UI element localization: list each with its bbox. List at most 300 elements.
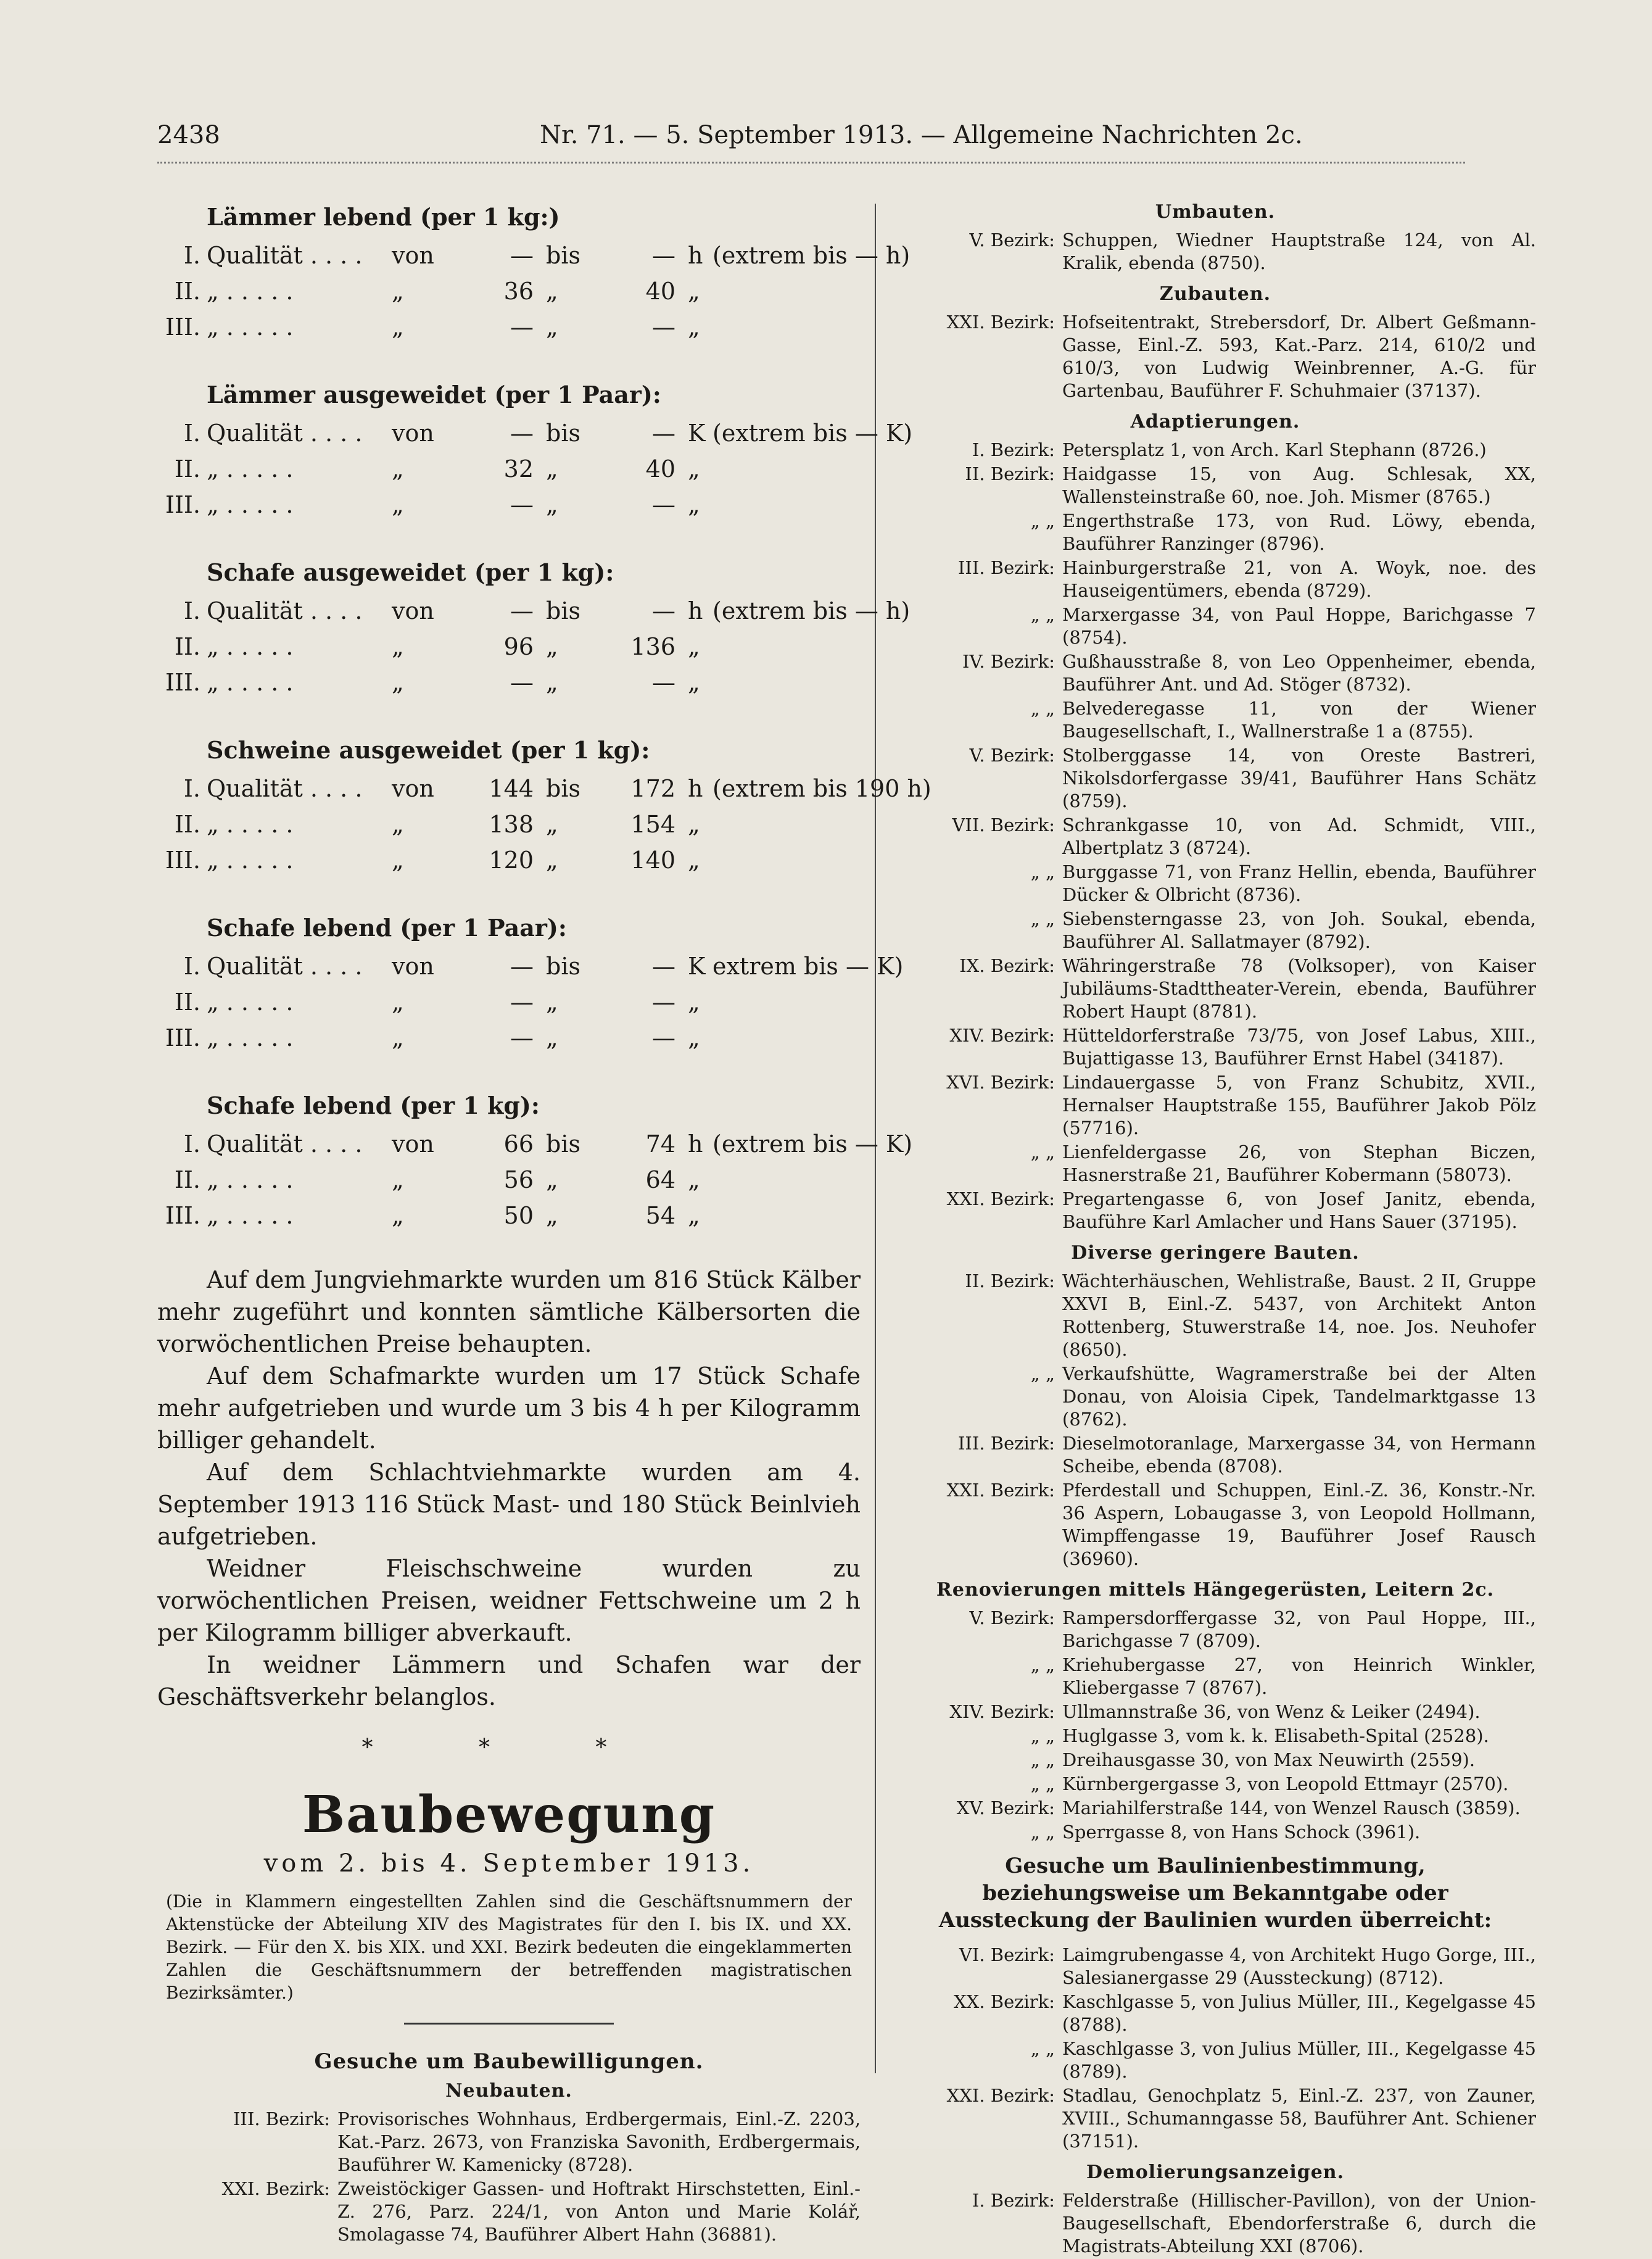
- district-label: „ „: [1030, 510, 1055, 531]
- quality-label: Qualität . . . .: [207, 1130, 363, 1158]
- permit-entry: [894, 1141, 1536, 1187]
- price-unit: „: [688, 633, 700, 660]
- entry-text: Sperrgasse 8, von Hans Schock (3961).: [1062, 1822, 1421, 1842]
- price-row: [157, 415, 913, 450]
- to-word: „: [546, 278, 558, 305]
- price-high: 54: [645, 1202, 675, 1229]
- adaptierungen-list: [894, 439, 1536, 1233]
- price-low: 32: [503, 455, 534, 483]
- price-unit: K: [688, 953, 706, 980]
- entry-text: Mariahilferstraße 144, von Wenzel Rausch (3859).: [1062, 1797, 1521, 1818]
- quality-class: III.: [165, 1202, 200, 1229]
- district-label: „ „: [1030, 1822, 1055, 1842]
- permit-entry: [894, 1944, 1536, 1989]
- from-word: „: [392, 811, 404, 838]
- entry-text: Haidgasse 15, von Aug. Schlesak, XX, Wallensteinstraße 60, noe. Joh. Mismer (8765.): [1062, 463, 1536, 507]
- price-block-heading: Schafe lebend (per 1 Paar):: [207, 914, 567, 942]
- quality-label: Qualität . . . .: [207, 775, 363, 802]
- district-label: XX. Bezirk:: [954, 1991, 1055, 2012]
- price-high: —: [652, 491, 675, 518]
- from-word: „: [392, 278, 404, 305]
- quality-label: „ . . . . .: [207, 811, 294, 838]
- entry-text: Kaschlgasse 3, von Julius Müller, III., Kegelgasse 45 (8789).: [1062, 2038, 1536, 2082]
- permit-entry: [894, 463, 1536, 508]
- entry-text: Provisorisches Wohnhaus, Erdbergermais, Einl.-Z. 2203, Kat.-Parz. 2673, von Franziska Savonith, Erdbergermais, Bauführer W. Kamenicky (8728).: [337, 2108, 861, 2175]
- gesuche-heading: Gesuche um Baubewilligungen.: [314, 2049, 704, 2074]
- district-label: „ „: [1030, 1654, 1055, 1675]
- permit-entry: [894, 603, 1536, 649]
- price-unit: h: [688, 775, 703, 802]
- extreme-price: (extrem bis — h): [712, 597, 911, 624]
- header-rule: [157, 162, 1465, 164]
- permit-entry: [894, 229, 1536, 275]
- price-high: —: [652, 1024, 675, 1051]
- entry-text: Burggasse 71, von Franz Hellin, ebenda, Bauführer Dücker & Olbricht (8736).: [1062, 861, 1536, 905]
- district-label: II. Bezirk:: [965, 1270, 1055, 1291]
- from-word: „: [392, 491, 404, 518]
- entry-text: Belvederegasse 11, von der Wiener Baugesellschaft, I., Wallnerstraße 1 a (8755).: [1062, 698, 1536, 742]
- report-paragraph: In weidner Lämmern und Schafen war der Geschäftsverkehr belanglos.: [157, 1651, 861, 1710]
- left-column: [157, 197, 931, 2247]
- extreme-price: (extrem bis 190 h): [712, 775, 931, 802]
- demolierung-list: [894, 2189, 1536, 2258]
- quality-label: „ . . . . .: [207, 491, 294, 518]
- price-unit: „: [688, 278, 700, 305]
- renovierungen-list: [894, 1607, 1536, 1844]
- price-low: 36: [503, 278, 534, 305]
- quality-label: Qualität . . . .: [207, 597, 363, 624]
- from-word: von: [392, 597, 434, 624]
- quality-class: III.: [165, 669, 200, 696]
- to-word: „: [546, 313, 558, 341]
- quality-class: I.: [183, 953, 200, 980]
- to-word: „: [546, 1166, 558, 1193]
- district-label: XIV. Bezirk:: [949, 1025, 1055, 1046]
- permit-entry: [894, 2084, 1536, 2153]
- to-word: bis: [546, 953, 580, 980]
- page-number: 2438: [157, 121, 220, 149]
- district-label: „ „: [1030, 698, 1055, 719]
- quality-class: III.: [165, 313, 200, 341]
- price-row: [157, 1125, 913, 1161]
- price-low: 50: [503, 1202, 534, 1229]
- from-word: „: [392, 1166, 404, 1193]
- entry-text: Gußhausstraße 8, von Leo Oppenheimer, ebenda, Bauführer Ant. und Ad. Stöger (8732).: [1062, 651, 1536, 695]
- from-word: „: [392, 989, 404, 1016]
- to-word: „: [546, 989, 558, 1016]
- extreme-price: (extrem bis — K): [712, 420, 913, 447]
- price-row: [157, 592, 911, 628]
- price-unit: „: [688, 669, 700, 696]
- price-low: —: [510, 1024, 534, 1051]
- quality-class: III.: [165, 491, 200, 518]
- permit-entry: [894, 311, 1536, 402]
- quality-label: „ . . . . .: [207, 1024, 294, 1051]
- district-label: IX. Bezirk:: [959, 955, 1055, 976]
- price-block-heading: Schafe ausgeweidet (per 1 kg):: [207, 558, 614, 586]
- district-label: XXI. Bezirk:: [946, 312, 1055, 333]
- entry-text: Ullmannstraße 36, von Wenz & Leiker (2494).: [1062, 1701, 1481, 1722]
- district-label: XXI. Bezirk:: [946, 1480, 1055, 1501]
- entry-text: Hütteldorferstraße 73/75, von Josef Labus, XIII., Bujattigasse 13, Bauführer Ernst Habel (34187).: [1062, 1025, 1536, 1069]
- quality-class: III.: [165, 1024, 200, 1051]
- market-price-blocks: [157, 197, 931, 1233]
- to-word: bis: [546, 420, 580, 447]
- price-unit: „: [688, 455, 700, 483]
- to-word: bis: [546, 1130, 580, 1158]
- price-low: —: [510, 420, 534, 447]
- diverse-heading: Diverse geringere Bauten.: [1071, 1242, 1360, 1264]
- district-label: V. Bezirk:: [969, 745, 1055, 766]
- permit-entry: [894, 1797, 1536, 1820]
- price-unit: K: [688, 420, 706, 447]
- permit-entry: [894, 697, 1536, 743]
- from-word: „: [392, 455, 404, 483]
- entry-text: Schuppen, Wiedner Hauptstraße 124, von Al. Kralik, ebenda (8750).: [1062, 230, 1536, 273]
- price-row: [157, 842, 861, 877]
- permit-entry: [894, 1749, 1536, 1772]
- extreme-price: (extrem bis — K): [712, 1130, 913, 1158]
- price-unit: „: [688, 491, 700, 518]
- price-low: 120: [489, 847, 534, 874]
- quality-label: Qualität . . . .: [207, 420, 363, 447]
- price-low: —: [510, 491, 534, 518]
- quality-class: II.: [174, 633, 200, 660]
- entry-text: Marxergasse 34, von Paul Hoppe, Barichgasse 7 (8754).: [1062, 604, 1536, 648]
- price-low: 144: [489, 775, 534, 802]
- from-word: von: [392, 242, 434, 269]
- to-word: „: [546, 1202, 558, 1229]
- demolierung-heading: Demolierungsanzeigen.: [1086, 2162, 1345, 2183]
- permit-entry: [894, 2037, 1536, 2083]
- district-label: V. Bezirk:: [969, 1607, 1055, 1628]
- to-word: „: [546, 455, 558, 483]
- quality-class: II.: [174, 278, 200, 305]
- district-label: XIV. Bezirk:: [949, 1701, 1055, 1722]
- to-word: bis: [546, 242, 580, 269]
- entry-text: Hainburgerstraße 21, von A. Woyk, noe. des Hauseigentümers, ebenda (8729).: [1062, 557, 1536, 601]
- price-block: [157, 197, 911, 344]
- quality-label: „ . . . . .: [207, 1202, 294, 1229]
- entry-text: Verkaufshütte, Wagramerstraße bei der Alten Donau, von Aloisia Cipek, Tandelmarktgasse 13 (8762).: [1062, 1363, 1536, 1430]
- permit-entry: [894, 1188, 1536, 1233]
- permit-entry: [894, 1725, 1536, 1747]
- price-row: [157, 237, 911, 273]
- price-high: —: [652, 313, 675, 341]
- section-explanatory-note: (Die in Klammern eingestellten Zahlen sind die Geschäftsnummern der Aktenstücke der Abteilung XIV des Magistrates für den I. bis IX. und XX. Bezirk. — Für den X. bis XIX. und XXI. Bezirk bedeuten die eingeklammerten Zahlen die Geschäftsnummern der betreffenden magistratischen Bezirksämter.): [166, 1891, 852, 2003]
- permit-entry: [894, 1024, 1536, 1070]
- price-block: [157, 908, 904, 1055]
- price-high: —: [652, 953, 675, 980]
- price-high: —: [652, 242, 675, 269]
- price-unit: „: [688, 989, 700, 1016]
- quality-class: II.: [174, 455, 200, 483]
- permit-entry: [894, 510, 1536, 555]
- entry-text: Petersplatz 1, von Arch. Karl Stephann (8726.): [1062, 439, 1487, 460]
- permit-entry: [894, 1821, 1536, 1844]
- quality-label: „ . . . . .: [207, 669, 294, 696]
- entry-text: Pferdestall und Schuppen, Einl.-Z. 36, Konstr.-Nr. 36 Aspern, Lobaugasse 3, von Leopold Hollmann, Wimpffengasse 19, Bauführer Josef Rausch (36960).: [1062, 1480, 1536, 1569]
- diverse-list: [894, 1270, 1536, 1570]
- district-label: XVI. Bezirk:: [946, 1072, 1055, 1093]
- price-high: 74: [645, 1130, 675, 1158]
- entry-text: Zweistöckiger Gassen- und Hoftrakt Hirschstetten, Einl.-Z. 276, Parz. 224/1, von Anton und Marie Kolář, Smolagasse 74, Bauführer Albert Hahn (36881).: [337, 2178, 861, 2245]
- district-label: I. Bezirk:: [972, 439, 1055, 460]
- price-high: 172: [630, 775, 675, 802]
- price-block: [157, 375, 913, 522]
- price-unit: h: [688, 597, 703, 624]
- district-label: XV. Bezirk:: [956, 1797, 1055, 1818]
- neubauten-heading: Neubauten.: [445, 2080, 572, 2102]
- price-row: [157, 486, 861, 522]
- from-word: „: [392, 1202, 404, 1229]
- quality-label: Qualität . . . .: [207, 242, 363, 269]
- permit-entry: [894, 1362, 1536, 1431]
- entry-text: Kaschlgasse 5, von Julius Müller, III., Kegelgasse 45 (8788).: [1062, 1991, 1536, 2035]
- district-label: III. Bezirk:: [957, 557, 1055, 578]
- right-column: [894, 196, 1536, 2259]
- entry-text: Stadlau, Genochplatz 5, Einl.-Z. 237, von Zauner, XVIII., Schumanngasse 58, Bauführer Ant. Schiener (37151).: [1062, 2085, 1536, 2152]
- permit-entry: [894, 861, 1536, 906]
- entry-text: Stolberggasse 14, von Oreste Bastreri, Nikolsdorfergasse 39/41, Bauführer Hans Schätz (8759).: [1062, 745, 1536, 811]
- entry-text: Pregartengasse 6, von Josef Janitz, ebenda, Bauführe Karl Amlacher und Hans Sauer (37195).: [1062, 1188, 1536, 1232]
- district-label: „ „: [1030, 1725, 1055, 1746]
- quality-class: I.: [183, 597, 200, 624]
- from-word: von: [392, 1130, 434, 1158]
- extreme-price: (extrem bis — h): [712, 242, 911, 269]
- from-word: „: [392, 847, 404, 874]
- price-high: —: [652, 669, 675, 696]
- running-title: Nr. 71. — 5. September 1913. — Allgemeine Nachrichten 2c.: [540, 121, 1303, 149]
- price-row: [157, 664, 861, 700]
- price-block-heading: Lämmer lebend (per 1 kg:): [207, 203, 560, 231]
- permit-entry: [894, 1991, 1536, 2036]
- price-high: 40: [645, 455, 675, 483]
- district-label: III. Bezirk:: [233, 2108, 330, 2129]
- district-label: II. Bezirk:: [965, 463, 1055, 484]
- entry-text: Siebensterngasse 23, von Joh. Soukal, ebenda, Bauführer Al. Sallatmayer (8792).: [1062, 908, 1536, 952]
- entry-text: Hofseitentrakt, Strebersdorf, Dr. Albert Geßmann-Gasse, Einl.-Z. 593, Kat.-Parz. 214, 610/2 und 610/3, von Ludwig Weinbrenner, A.-G. für Gartenbau, Bauführer F. Schuhmaier (37137).: [1062, 312, 1536, 401]
- district-label: XXI. Bezirk:: [946, 1188, 1055, 1209]
- entry-text: Währingerstraße 78 (Volksoper), von Kaiser Jubiläums-Stadttheater-Verein, ebenda, Bauführer Robert Haupt (8781).: [1062, 955, 1536, 1022]
- from-word: „: [392, 1024, 404, 1051]
- to-word: „: [546, 491, 558, 518]
- to-word: „: [546, 847, 558, 874]
- entry-text: Huglgasse 3, vom k. k. Elisabeth-Spital (2528).: [1062, 1725, 1489, 1746]
- permit-entry: [894, 1071, 1536, 1140]
- permit-entry: [894, 439, 1536, 462]
- district-label: IV. Bezirk:: [962, 651, 1055, 672]
- price-unit: „: [688, 811, 700, 838]
- price-unit: „: [688, 1166, 700, 1193]
- district-label: XXI. Bezirk:: [946, 2085, 1055, 2106]
- permit-entry: [894, 2189, 1536, 2258]
- entry-text: Dieselmotoranlage, Marxergasse 34, von Hermann Scheibe, ebenda (8708).: [1062, 1433, 1536, 1477]
- price-block: [157, 553, 911, 700]
- to-word: „: [546, 633, 558, 660]
- price-high: —: [652, 597, 675, 624]
- umbauten-list: [894, 229, 1536, 275]
- permit-entry: [894, 814, 1536, 860]
- price-low: 66: [503, 1130, 534, 1158]
- price-row: [157, 1197, 861, 1233]
- price-high: 136: [630, 633, 675, 660]
- entry-text: Laimgrubengasse 4, von Architekt Hugo Gorge, III., Salesianergasse 29 (Aussteckung) (8712).: [1062, 1944, 1536, 1988]
- entry-text: Rampersdorffergasse 32, von Paul Hoppe, III., Barichgasse 7 (8709).: [1062, 1607, 1536, 1651]
- to-word: „: [546, 669, 558, 696]
- adaptierungen-heading: Adaptierungen.: [1130, 411, 1300, 433]
- quality-label: Qualität . . . .: [207, 953, 363, 980]
- section-stars: * * *: [361, 1735, 656, 1760]
- price-unit: h: [688, 242, 703, 269]
- price-low: —: [510, 669, 534, 696]
- price-low: 56: [503, 1166, 534, 1193]
- price-row: [157, 948, 904, 984]
- price-block-heading: Schafe lebend (per 1 kg):: [207, 1092, 540, 1119]
- permit-entry: [894, 650, 1536, 696]
- price-unit: „: [688, 847, 700, 874]
- district-label: „ „: [1030, 861, 1055, 882]
- district-label: „ „: [1030, 604, 1055, 625]
- price-row: [157, 770, 931, 806]
- from-word: „: [392, 633, 404, 660]
- quality-class: III.: [165, 847, 200, 874]
- quality-class: I.: [183, 775, 200, 802]
- entry-text: Wächterhäuschen, Wehlistraße, Baust. 2 II, Gruppe XXVI B, Einl.-Z. 5437, von Architekt Anton Rottenberg, Stuwerstraße 14, noe. Jos. Neuhofer (8650).: [1062, 1270, 1536, 1360]
- quality-class: I.: [183, 242, 200, 269]
- price-row: [157, 984, 861, 1019]
- price-high: 64: [645, 1166, 675, 1193]
- permit-entry: [894, 908, 1536, 953]
- price-unit: „: [688, 1024, 700, 1051]
- zubauten-heading: Zubauten.: [1159, 283, 1271, 305]
- price-row: [157, 1161, 861, 1197]
- baulinien-list: [894, 1944, 1536, 2153]
- entry-text: Engerthstraße 173, von Rud. Löwy, ebenda, Bauführer Ranzinger (8796).: [1062, 510, 1536, 554]
- district-label: „ „: [1030, 908, 1055, 929]
- district-label: III. Bezirk:: [957, 1433, 1055, 1454]
- renovierungen-heading: Renovierungen mittels Hängegerüsten, Leitern 2c.: [936, 1579, 1495, 1601]
- extreme-price: extrem bis — K): [712, 953, 904, 980]
- from-word: „: [392, 313, 404, 341]
- price-unit: „: [688, 1202, 700, 1229]
- from-word: „: [392, 669, 404, 696]
- permit-entry: [894, 744, 1536, 813]
- permit-entry: [894, 1701, 1536, 1723]
- quality-label: „ . . . . .: [207, 847, 294, 874]
- price-low: —: [510, 953, 534, 980]
- price-row: [157, 309, 861, 344]
- district-label: I. Bezirk:: [972, 2190, 1055, 2211]
- permit-entry: [894, 1654, 1536, 1699]
- umbauten-heading: Umbauten.: [1155, 201, 1276, 223]
- from-word: von: [392, 775, 434, 802]
- price-high: —: [652, 420, 675, 447]
- quality-label: „ . . . . .: [207, 313, 294, 341]
- permit-entry: [157, 2178, 861, 2246]
- price-high: —: [652, 989, 675, 1016]
- section-date-range: vom 2. bis 4. September 1913.: [263, 1849, 754, 1878]
- price-row: [157, 273, 861, 309]
- price-block-heading: Schweine ausgeweidet (per 1 kg):: [207, 736, 650, 764]
- permit-entry: [894, 955, 1536, 1023]
- entry-text: Kriehubergasse 27, von Heinrich Winkler, Kliebergasse 7 (8767).: [1062, 1654, 1536, 1698]
- section-title-baubewegung: Baubewegung: [302, 1785, 716, 1844]
- report-paragraph: Auf dem Schlachtviehmarkte wurden am 4. September 1913 116 Stück Mast- und 180 Stück Beinlvieh aufgetrieben.: [157, 1459, 861, 1550]
- price-low: —: [510, 313, 534, 341]
- from-word: von: [392, 953, 434, 980]
- price-unit: h: [688, 1130, 703, 1158]
- permit-entry: [894, 1607, 1536, 1652]
- price-high: 40: [645, 278, 675, 305]
- price-low: 96: [503, 633, 534, 660]
- entry-text: Dreihausgasse 30, von Max Neuwirth (2559).: [1062, 1749, 1476, 1770]
- price-block-heading: Lämmer ausgeweidet (per 1 Paar):: [207, 381, 661, 408]
- baulinien-heading: Gesuche um Baulinienbestimmung, beziehungsweise um Bekanntgabe oder Aussteckung der Baulinien wurden überreicht:: [938, 1854, 1492, 1933]
- neubauten-list: [157, 2108, 861, 2246]
- quality-class: I.: [183, 1130, 200, 1158]
- to-word: bis: [546, 775, 580, 802]
- price-low: —: [510, 597, 534, 624]
- price-low: —: [510, 242, 534, 269]
- price-high: 154: [630, 811, 675, 838]
- price-row: [157, 806, 861, 842]
- district-label: „ „: [1030, 2038, 1055, 2059]
- quality-class: II.: [174, 989, 200, 1016]
- entry-text: Lindauergasse 5, von Franz Schubitz, XVII., Hernalser Hauptstraße 155, Bauführer Jakob Pölz (57716).: [1062, 1072, 1536, 1138]
- to-word: bis: [546, 597, 580, 624]
- district-label: V. Bezirk:: [969, 230, 1055, 251]
- price-low: —: [510, 989, 534, 1016]
- quality-label: „ . . . . .: [207, 633, 294, 660]
- price-row: [157, 450, 861, 486]
- price-block: [157, 1086, 913, 1233]
- permit-entry: [894, 1270, 1536, 1361]
- to-word: „: [546, 1024, 558, 1051]
- from-word: von: [392, 420, 434, 447]
- to-word: „: [546, 811, 558, 838]
- page-header: [157, 118, 1303, 155]
- report-paragraph: Auf dem Jungviehmarkte wurden um 816 Stück Kälber mehr zugeführt und konnten sämtliche Kälbersorten die vorwöchentlichen Preise behaupten.: [157, 1266, 861, 1357]
- district-label: VII. Bezirk:: [952, 814, 1055, 835]
- permit-entry: [157, 2108, 861, 2176]
- entry-text: Kürnbergergasse 3, von Leopold Ettmayr (2570).: [1062, 1773, 1509, 1794]
- entry-text: Lienfeldergasse 26, von Stephan Biczen, Hasnerstraße 21, Bauführer Kobermann (58073).: [1062, 1142, 1536, 1185]
- district-label: „ „: [1030, 1749, 1055, 1770]
- permit-entry: [894, 1773, 1536, 1796]
- district-label: „ „: [1030, 1773, 1055, 1794]
- district-label: „ „: [1030, 1142, 1055, 1163]
- permit-entry: [894, 1479, 1536, 1570]
- permit-entry: [894, 557, 1536, 602]
- market-report: [157, 1264, 861, 1713]
- quality-class: I.: [183, 420, 200, 447]
- quality-class: II.: [174, 811, 200, 838]
- price-high: 140: [630, 847, 675, 874]
- price-low: 138: [489, 811, 534, 838]
- quality-label: „ . . . . .: [207, 278, 294, 305]
- district-label: XXI. Bezirk:: [221, 2178, 330, 2199]
- district-label: VI. Bezirk:: [959, 1944, 1055, 1965]
- price-row: [157, 628, 861, 664]
- permit-entry: [894, 1432, 1536, 1478]
- quality-class: II.: [174, 1166, 200, 1193]
- entry-text: Schrankgasse 10, von Ad. Schmidt, VIII., Albertplatz 3 (8724).: [1062, 814, 1536, 858]
- district-label: „ „: [1030, 1363, 1055, 1384]
- report-paragraph: Auf dem Schafmarkte wurden um 17 Stück Schafe mehr aufgetrieben und wurde um 3 bis 4 h per Kilogramm billiger gehandelt.: [157, 1362, 861, 1454]
- price-block: [157, 731, 931, 877]
- quality-label: „ . . . . .: [207, 455, 294, 483]
